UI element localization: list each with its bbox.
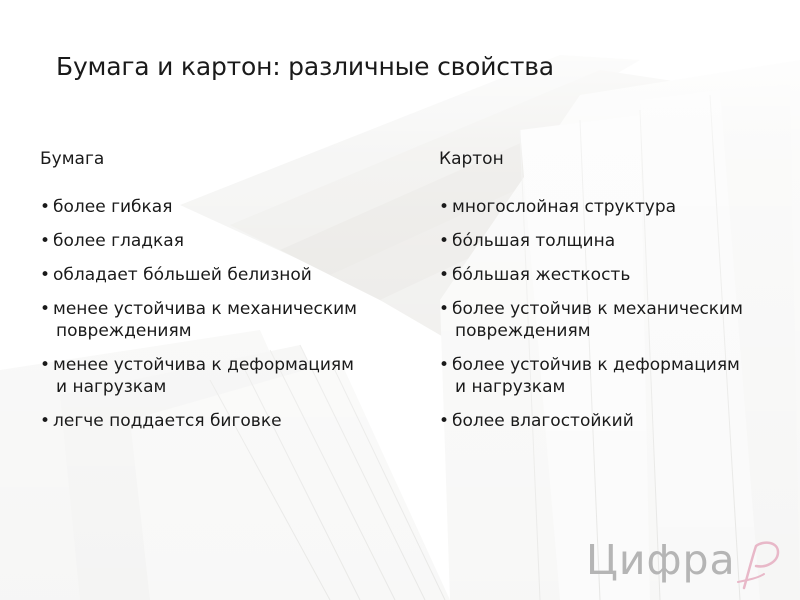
list-item: • легче поддается биговке — [40, 410, 410, 432]
paper-column — [40, 149, 410, 444]
cardboard-properties-list — [439, 196, 800, 432]
logo-text: Цифра — [586, 536, 736, 584]
paper-properties-list — [40, 196, 410, 432]
list-item: • бóльшая толщина — [439, 230, 800, 252]
list-item: • бóльшая жесткость — [439, 264, 800, 286]
slide-title: Бумага и картон: различные свойства — [56, 52, 554, 81]
cardboard-column — [439, 149, 800, 444]
list-item: • менее устойчива к механическим повреждениям — [40, 298, 410, 342]
cardboard-column-heading: Картон — [439, 149, 504, 169]
list-item: • многослойная структура — [439, 196, 800, 218]
cifra-logo — [586, 536, 786, 596]
list-item: • обладает бóльшей белизной — [40, 264, 410, 286]
list-item: • менее устойчива к деформациям и нагрузкам — [40, 354, 410, 398]
logo-p-mark-icon — [734, 538, 784, 594]
list-item: • более устойчив к деформациям и нагрузкам — [439, 354, 800, 398]
list-item: • более влагостойкий — [439, 410, 800, 432]
list-item: • более гладкая — [40, 230, 410, 252]
list-item: • более устойчив к механическим повреждениям — [439, 298, 800, 342]
paper-column-heading: Бумага — [40, 149, 105, 169]
list-item: • более гибкая — [40, 196, 410, 218]
